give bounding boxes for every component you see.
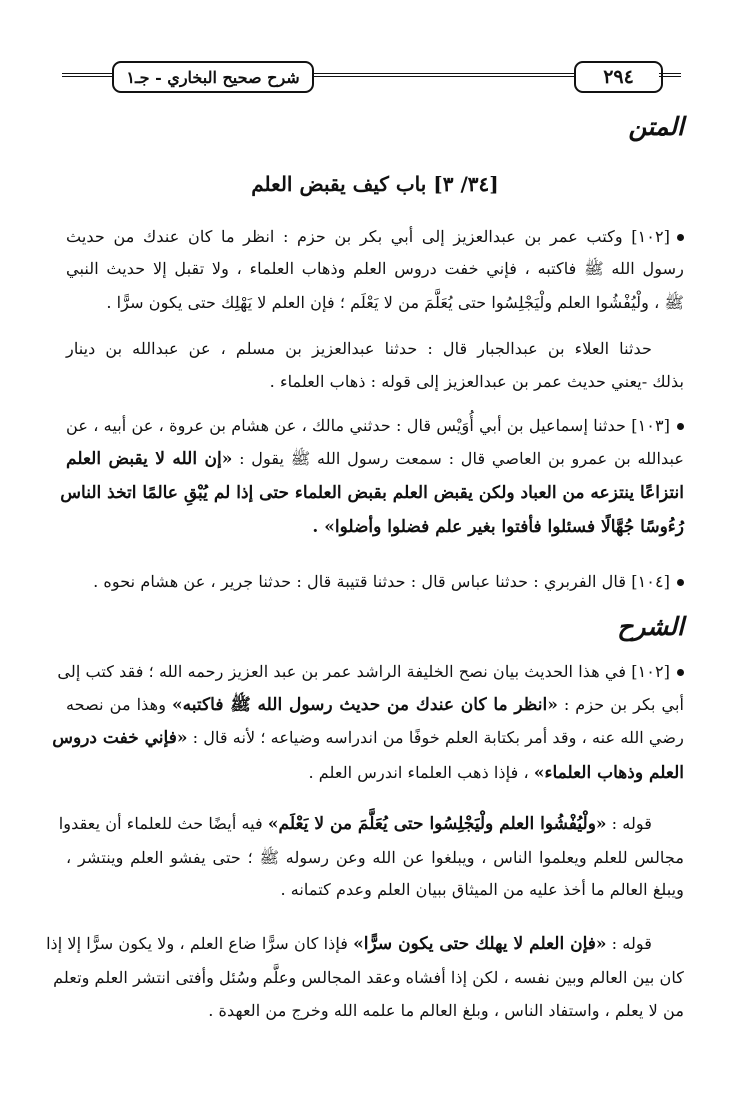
matn-line: بذلك -يعني حديث عمر بن عبدالعزيز إلى قوله : ذهاب العلماء .	[269, 372, 684, 391]
matn-line-hadith: رُءُوسًا جُهَّالًا فسئلوا فأفتوا بغير علم فضلوا وأضلوا» .	[312, 517, 684, 537]
matn-line	[66, 414, 684, 438]
text-run: فإذا كان سرًّا ضاع العلم ، ولا يكون سرًّا إلا إذا	[46, 934, 354, 953]
bullet-icon	[677, 234, 684, 241]
sharh-line: من لا يعلم ، واستفاد الناس ، وبلغ العالم ما علمه الله وخرج من العهدة .	[208, 1001, 684, 1020]
matn-line-hadith: انتزاعًا ينتزعه من العباد ولكن يقبض العلم بقبض العلماء حتى إذا لم يُبْقِ عالمًا اتخذ الناس	[60, 483, 684, 503]
quote-text: العلم وذهاب العلماء»	[533, 763, 684, 783]
text-run: رضي الله عنه ، وقد أمر بكتابة العلم خوفًا من اندراسه وضياعه ؛ لأنه قال :	[187, 728, 684, 747]
text-run: [١٠٣] حدثنا إسماعيل بن أبي أُوَيْس قال : حدثني مالك ، عن هشام بن عروة ، عن أبيه ، عن	[66, 416, 670, 435]
sharh-line: مجالس للعلم ويعلموا الناس ، ويبلغوا عن الله وعن رسوله ﷺ ؛ حتى يفشو العلم وينتشر ،	[66, 848, 684, 867]
text-run: قوله :	[606, 814, 652, 833]
header-rule-left	[62, 73, 112, 77]
sharh-line	[57, 660, 684, 684]
running-title: شرح صحيح البخاري - جـ١	[112, 61, 314, 93]
header-rule-middle	[312, 73, 574, 77]
sharh-line	[66, 761, 684, 785]
text-run: قوله :	[606, 934, 652, 953]
page-number: ٢٩٤	[574, 61, 663, 93]
sharh-line	[58, 812, 652, 836]
bullet-icon	[677, 669, 684, 676]
text-run: فيه أيضًا حث للعلماء أن يعقدوا	[58, 814, 268, 833]
text-run: وهذا من نصحه	[66, 695, 173, 714]
sharh-line	[46, 932, 652, 956]
text-run: ، فإذا ذهب العلماء اندرس العلم .	[308, 763, 534, 782]
bullet-icon	[677, 579, 684, 586]
matn-line: رسول الله ﷺ فاكتبه ، فإني خفت دروس العلم وذهاب العلماء ، ولا تقبل إلا حديث النبي	[66, 259, 684, 278]
matn-line	[66, 447, 684, 471]
text-run: [١٠٢] في هذا الحديث بيان نصح الخليفة الراشد عمر بن عبد العزيز رحمه الله ؛ فقد كتب إلى	[57, 662, 670, 681]
sharh-line: كان بين العالم وبين نفسه ، لكن إذا أفشاه وعقد المجالس وعلَّم وسُئل وأفتى انتشر العلم وتعلم	[53, 968, 684, 987]
matn-line: ﷺ ، ولْيُفْشُوا العلم ولْيَجْلِسُوا حتى يُعَلَّمَ من لا يَعْلَم ؛ فإن العلم لا يَهْلِك حتى يكون سرًّا .	[106, 293, 684, 312]
matn-line: حدثنا العلاء بن عبدالجبار قال : حدثنا عبدالعزيز بن مسلم ، عن عبدالله بن دينار	[66, 339, 652, 358]
quote-text: «فإن العلم لا يهلك حتى يكون سرًّا»	[353, 934, 607, 954]
bullet-icon	[677, 423, 684, 430]
sharh-line	[52, 726, 684, 750]
text-run: أبي بكر بن حزم :	[557, 695, 684, 714]
matn-section-label: المتن	[628, 112, 684, 141]
sharh-line: ويبلغ العالم ما أخذ عليه من الميثاق ببيان العلم وعدم كتمانه .	[280, 880, 684, 899]
text-run: [١٠٤] قال الفربري : حدثنا عباس قال : حدثنا قتيبة قال : حدثنا جرير ، عن هشام نحوه .	[93, 572, 670, 591]
text-run: [١٠٢] وكتب عمر بن عبدالعزيز إلى أبي بكر بن حزم : انظر ما كان عندك من حديث	[66, 227, 670, 246]
chapter-title: [٣٤/ ٣] باب كيف يقبض العلم	[251, 172, 499, 196]
quote-text: «ولْيُفْشُوا العلم ولْيَجْلِسُوا حتى يُعَلَّمَ من لا يَعْلَم»	[267, 814, 607, 834]
sharh-line	[66, 693, 684, 717]
matn-line	[66, 225, 684, 249]
sharh-section-label: الشرح	[617, 612, 684, 641]
quote-text: «فإني خفت دروس	[52, 728, 188, 748]
matn-line	[66, 570, 684, 594]
text-run: عبدالله بن عمرو بن العاصي قال : سمعت رسول الله ﷺ يقول :	[232, 449, 684, 468]
hadith-text: «إن الله لا يقبض العلم	[66, 449, 233, 469]
quote-text: «انظر ما كان عندك من حديث رسول الله ﷺ فاكتبه»	[172, 695, 558, 715]
